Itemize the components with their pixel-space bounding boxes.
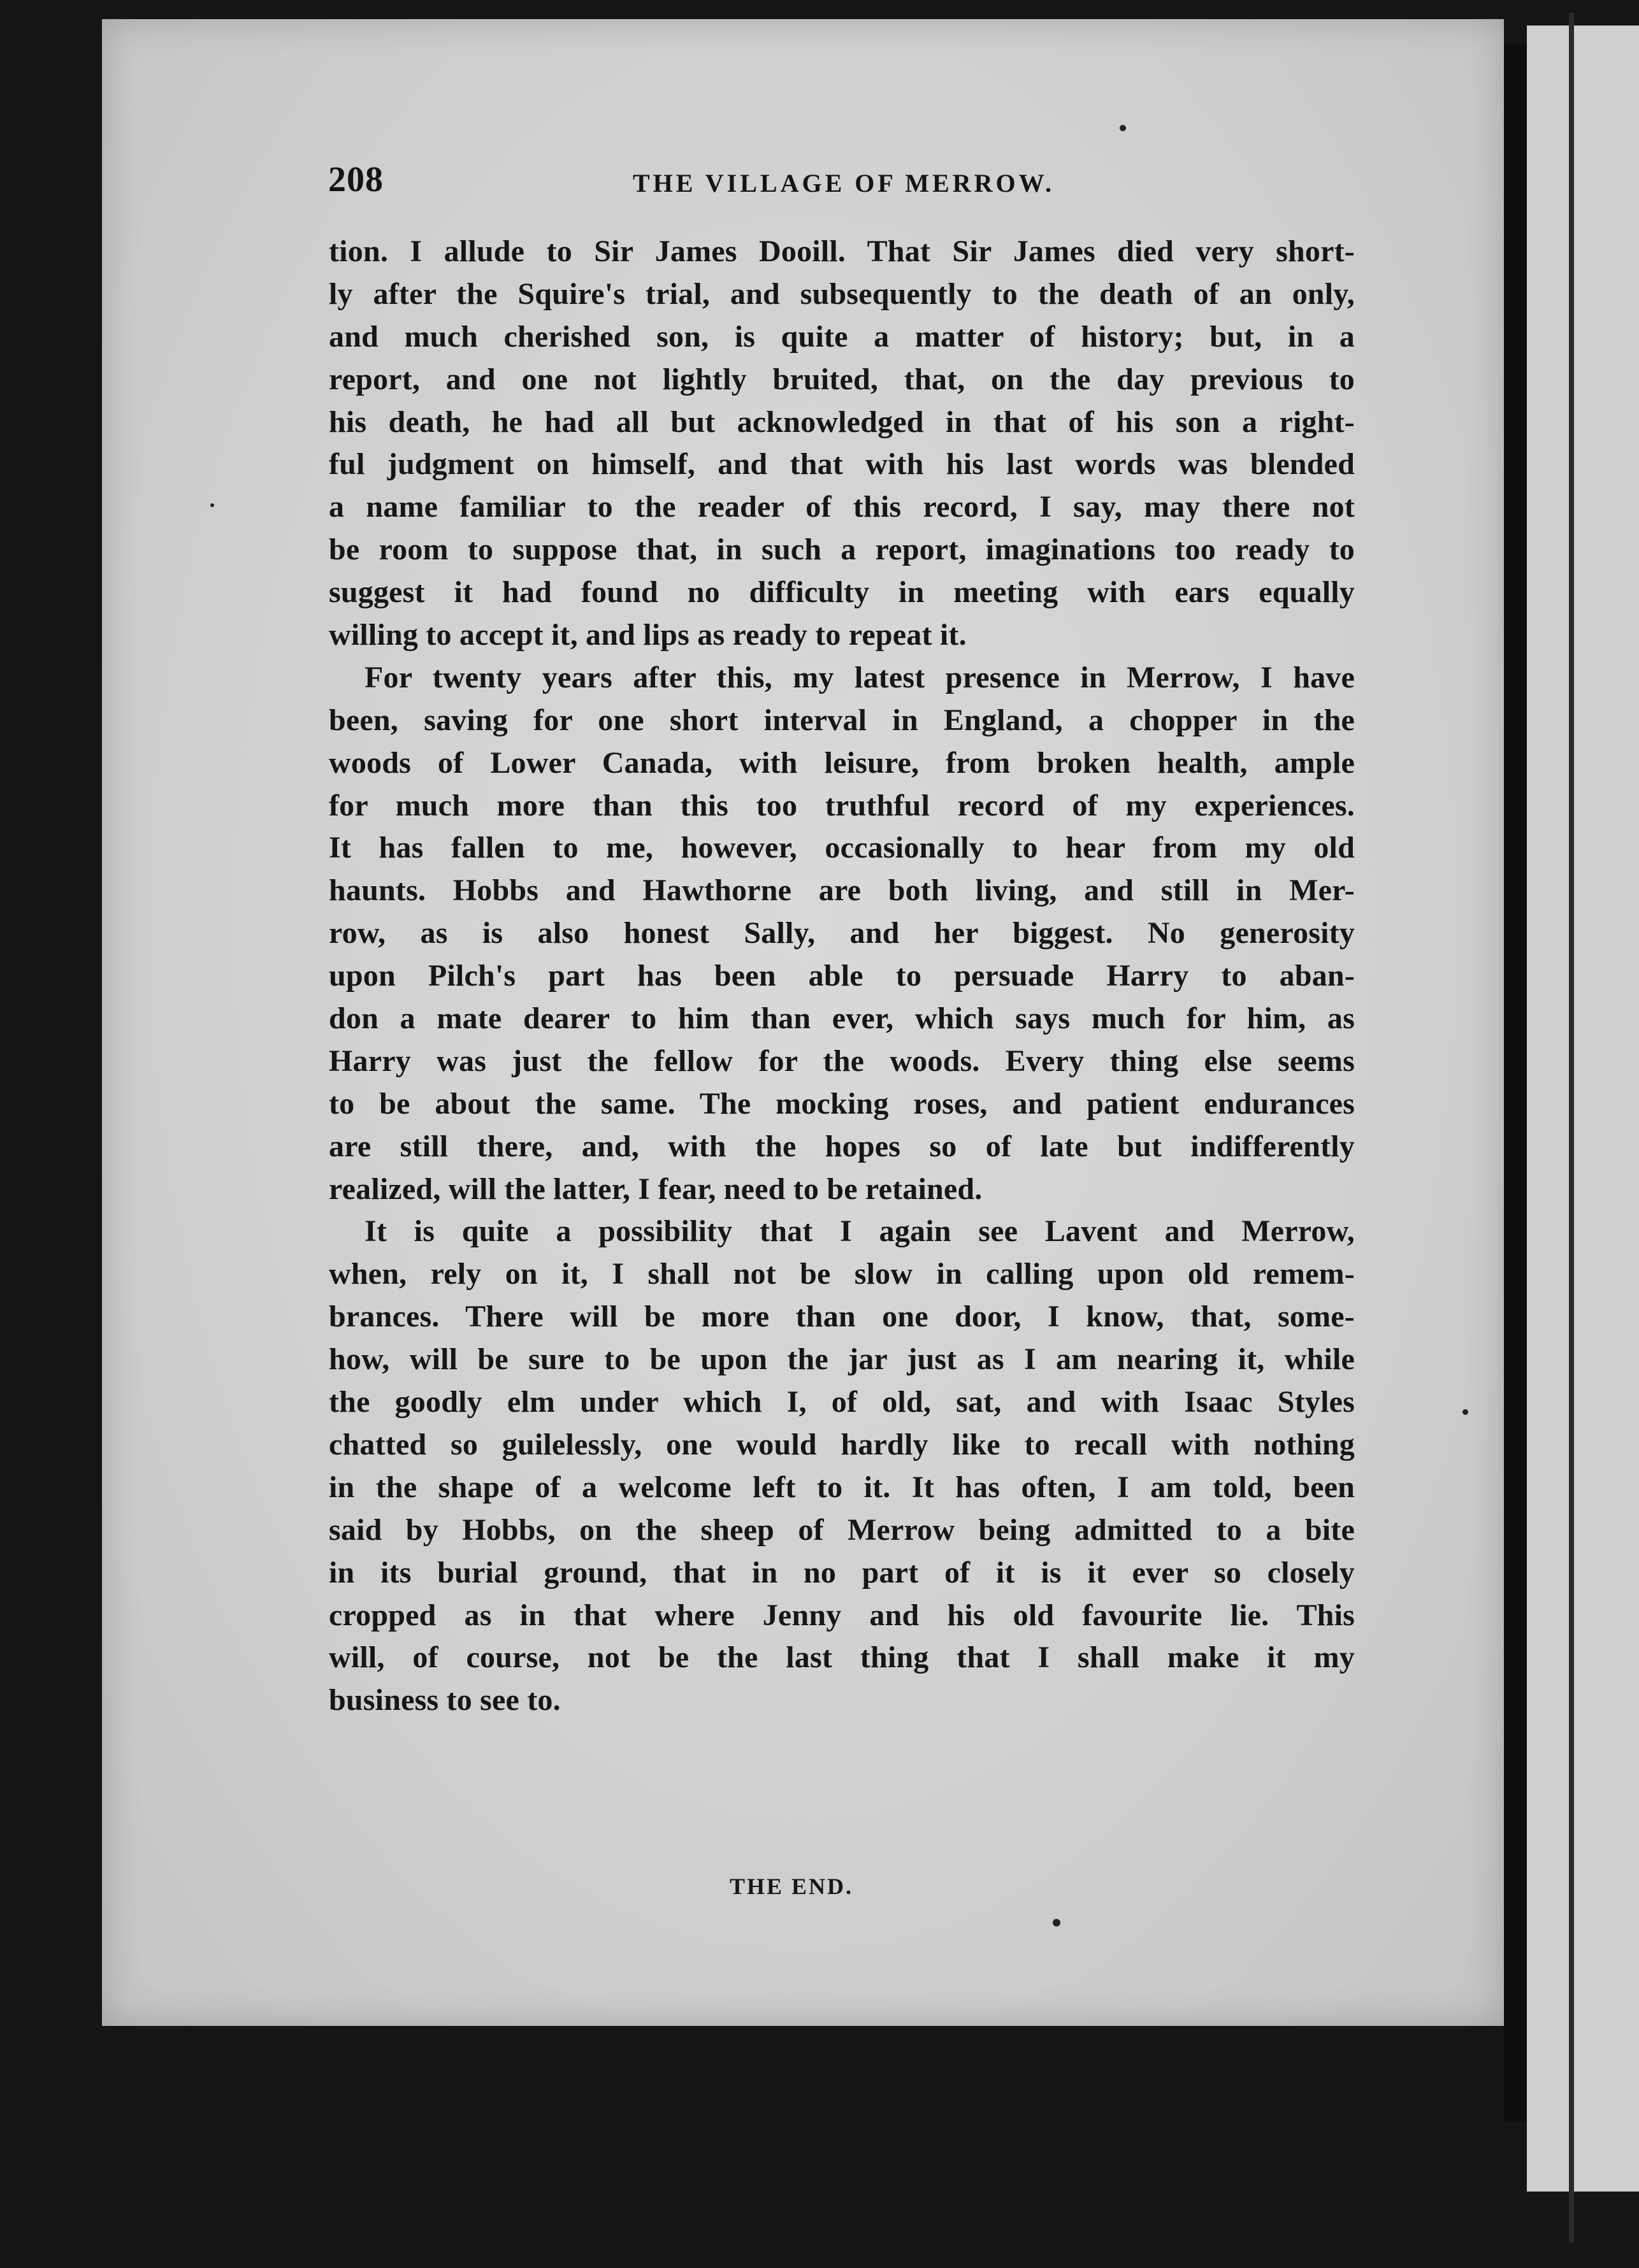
- text-line: upon Pilch's part has been able to persuade Harry to aban-: [329, 959, 1355, 993]
- ink-speck: [1053, 1919, 1060, 1927]
- body-text: [329, 231, 1355, 1722]
- running-title: THE VILLAGE OF MERROW.: [633, 169, 1055, 197]
- text-line: haunts. Hobbs and Hawthorne are both living, and still in Mer-: [329, 873, 1355, 908]
- text-line: chatted so guilelessly, one would hardly like to recall with nothing: [329, 1427, 1355, 1461]
- text-line: realized, will the latter, I fear, need to be retained.: [329, 1172, 983, 1206]
- text-line: brances. There will be more than one door, I know, that, some-: [329, 1300, 1355, 1334]
- page-number: 208: [328, 160, 384, 199]
- text-line: his death, he had all but acknowledged in that of his son a right-: [329, 405, 1355, 439]
- text-line: in its burial ground, that in no part of it is it ever so closely: [329, 1555, 1355, 1590]
- the-end-mark: THE END.: [730, 1874, 854, 1899]
- text-line: don a mate dearer to him than ever, which says much for him, as: [329, 1001, 1355, 1036]
- text-line: row, as is also honest Sally, and her biggest. No generosity: [329, 916, 1355, 951]
- text-line: It has fallen to me, however, occasionally to hear from my old: [329, 831, 1355, 865]
- text-line: report, and one not lightly bruited, that, on the day previous to: [329, 362, 1355, 396]
- text-line: business to see to.: [329, 1683, 561, 1718]
- text-line: to be about the same. The mocking roses, and patient endurances: [329, 1086, 1355, 1121]
- page-edge-shadow: [1504, 45, 1527, 2121]
- ink-speck: [210, 503, 214, 507]
- text-line: ly after the Squire's trial, and subsequently to the death of an only,: [329, 276, 1355, 311]
- text-line: willing to accept it, and lips as ready to repeat it.: [329, 618, 967, 652]
- text-line: will, of course, not be the last thing that I shall make it my: [329, 1640, 1355, 1675]
- text-line: be room to suppose that, in such a report, imaginations too ready to: [329, 533, 1355, 567]
- text-line: been, saving for one short interval in England, a chopper in the: [329, 703, 1355, 737]
- text-line: ful judgment on himself, and that with his last words was blended: [329, 447, 1355, 482]
- text-line: when, rely on it, I shall not be slow in calling upon old remem-: [329, 1257, 1355, 1291]
- text-line: for much more than this too truthful record of my experiences.: [329, 788, 1355, 822]
- text-line: suggest it had found no difficulty in meeting with ears equally: [329, 575, 1355, 610]
- text-line: in the shape of a welcome left to it. It has often, I am told, been: [329, 1470, 1355, 1504]
- text-line: said by Hobbs, on the sheep of Merrow being admitted to a bite: [329, 1512, 1355, 1547]
- text-line: are still there, and, with the hopes so of late but indifferently: [329, 1129, 1355, 1163]
- text-line: For twenty years after this, my latest presence in Merrow, I have: [365, 660, 1355, 694]
- text-line: woods of Lower Canada, with leisure, from broken health, ample: [329, 745, 1355, 780]
- adjacent-page-edge: [1527, 25, 1639, 2192]
- text-line: Harry was just the fellow for the woods. Every thing else seems: [329, 1044, 1355, 1078]
- text-line: tion. I allude to Sir James Dooill. That Sir James died very short-: [329, 234, 1355, 268]
- ink-speck: [1120, 125, 1126, 131]
- text-line: how, will be sure to be upon the jar just as I am nearing it, while: [329, 1342, 1355, 1377]
- text-line: It is quite a possibility that I again see Lavent and Merrow,: [365, 1214, 1355, 1249]
- text-line: cropped as in that where Jenny and his old favourite lie. This: [329, 1598, 1355, 1632]
- adjacent-page-gutter: [1569, 13, 1574, 2243]
- ink-speck: [1462, 1409, 1468, 1415]
- text-line: the goodly elm under which I, of old, sat, and with Isaac Styles: [329, 1385, 1355, 1419]
- text-line: a name familiar to the reader of this record, I say, may there not: [329, 490, 1355, 524]
- page-header: [328, 159, 1424, 204]
- text-line: and much cherished son, is quite a matter of history; but, in a: [329, 319, 1355, 354]
